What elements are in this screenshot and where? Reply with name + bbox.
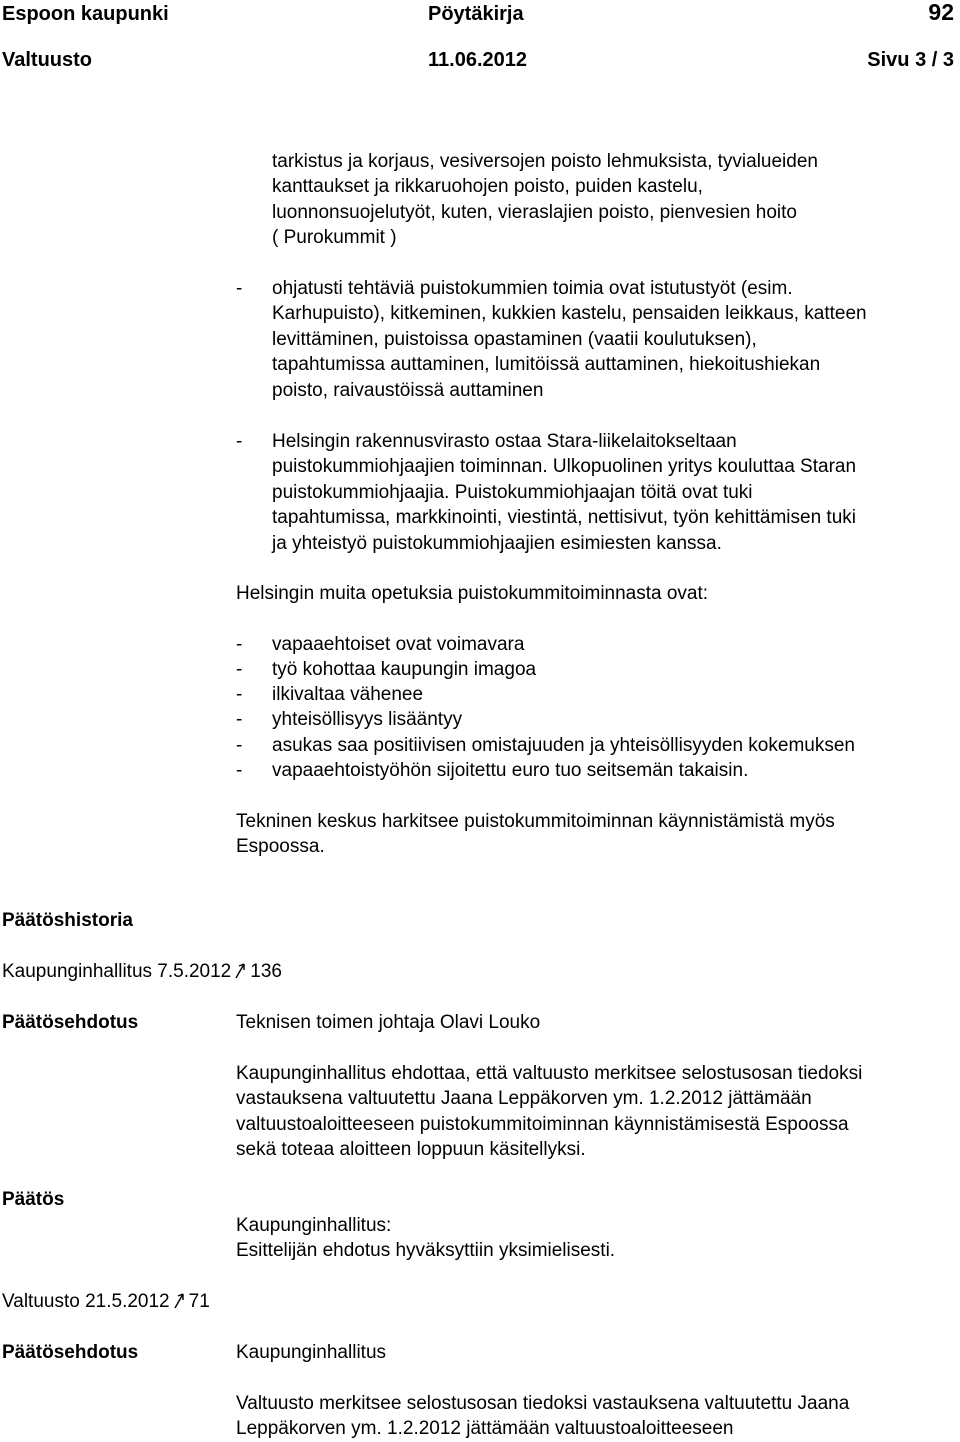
document-type: Pöytäkirja (428, 3, 524, 25)
text-line: Helsingin rakennusvirasto ostaa Stara-liikelaitokseltaan (272, 431, 737, 452)
lesson-item: asukas saa positiivisen omistajuuden ja yhteisöllisyyden kokemuksen (272, 735, 855, 756)
dash-marker: - (236, 659, 243, 680)
vt-reference (2, 1289, 210, 1314)
text-line: puistokummiohjaajia. Puistokummiohjaajan töitä ovat tuki (272, 481, 753, 503)
meeting-date: 11.06.2012 (428, 49, 527, 71)
dash-marker: - (236, 278, 243, 299)
intro-paragraph (272, 149, 818, 251)
kh-reference-number: 136 (250, 961, 282, 982)
text-line: sekä toteaa aloitteen loppuun käsitellyksi. (236, 1139, 586, 1161)
text-line: kanttaukset ja rikkaruohojen poisto, puiden kastelu, (272, 176, 703, 198)
proposal-label: Päätösehdotus (2, 1012, 139, 1033)
text-line: levittäminen, puistoissa opastaminen (vaatii koulutuksen), (272, 328, 757, 350)
text-line: valtuustoaloitteeseen puistokummitoiminnan käynnistämisestä Espoossa (236, 1113, 849, 1135)
proposer: Teknisen toimen johtaja Olavi Louko (236, 1012, 541, 1033)
lesson-item: yhteisöllisyys lisääntyy (272, 709, 463, 730)
dash-item-volunteer-tasks (272, 276, 867, 403)
text-line: Tekninen keskus harkitsee puistokummitoiminnan käynnistämistä myös (236, 811, 835, 832)
dash-marker: - (236, 684, 243, 705)
lesson-item: työ kohottaa kaupungin imagoa (272, 659, 537, 680)
text-line: ( Purokummit ) (272, 227, 397, 249)
decision-history-heading: Päätöshistoria (2, 910, 133, 931)
text-line: Leppäkorven ym. 1.2.2012 jättämään valtuustoaloitteeseen (236, 1418, 734, 1440)
vt-proposer: Kaupunginhallitus (236, 1342, 387, 1363)
link-arrow-icon (235, 962, 246, 979)
proposal-text (236, 1061, 862, 1163)
vt-proposal-label: Päätösehdotus (2, 1342, 139, 1363)
decision-text (236, 1213, 615, 1264)
page-number: 92 (928, 0, 954, 25)
text-line: tapahtumissa, markkinointi, viestintä, nettisivut, työn kehittämisen tuki (272, 507, 856, 529)
text-line: Valtuusto merkitsee selostusosan tiedoksi vastauksena valtuutettu Jaana (236, 1393, 850, 1414)
text-line: Kaupunginhallitus: (236, 1215, 392, 1236)
link-arrow-icon (174, 1292, 185, 1309)
lesson-item: vapaaehtoiset ovat voimavara (272, 634, 525, 655)
text-line: vastauksena valtuutettu Jaana Leppäkorven ym. 1.2.2012 jättämään (236, 1088, 812, 1110)
dash-marker: - (236, 709, 243, 730)
meeting-body: Valtuusto (2, 49, 93, 71)
page-of-label: Sivu 3 / 3 (867, 49, 954, 71)
lessons-intro: Helsingin muita opetuksia puistokummitoiminnasta ovat: (236, 583, 709, 604)
text-line: Espoossa. (236, 836, 325, 858)
dash-marker: - (236, 431, 243, 452)
lesson-item: vapaaehtoistyöhön sijoitettu euro tuo seitsemän takaisin. (272, 760, 749, 781)
kh-reference (2, 959, 282, 984)
dash-marker: - (236, 634, 243, 655)
dash-marker: - (236, 760, 243, 781)
organization-name: Espoon kaupunki (2, 3, 169, 25)
text-line: tarkistus ja korjaus, vesiversojen poisto lehmuksista, tyvialueiden (272, 151, 818, 172)
text-line: Karhupuisto), kitkeminen, kukkien kastelu, pensaiden leikkaus, katteen (272, 303, 867, 325)
text-line: poisto, raivaustöissä auttaminen (272, 379, 544, 401)
vt-reference-text: Valtuusto 21.5.2012 (2, 1291, 170, 1312)
text-line: luonnonsuojelutyöt, kuten, vieraslajien poisto, pienvesien hoito (272, 201, 797, 223)
closing-paragraph (236, 809, 835, 860)
vt-reference-number: 71 (188, 1291, 210, 1312)
text-line: ja yhteistyö puistokummiohjaajien esimiesten kanssa. (272, 532, 722, 554)
text-line: Kaupunginhallitus ehdottaa, että valtuusto merkitsee selostusosan tiedoksi (236, 1063, 863, 1084)
text-line: puistokummiohjaajien toiminnan. Ulkopuolinen yritys kouluttaa Staran (272, 456, 857, 478)
text-line: Esittelijän ehdotus hyväksyttiin yksimielisesti. (236, 1240, 616, 1262)
text-line: tapahtumissa auttaminen, lumitöissä auttaminen, hiekoitushiekan (272, 354, 821, 376)
dash-item-helsinki-stara (272, 429, 856, 556)
kh-reference-text: Kaupunginhallitus 7.5.2012 (2, 961, 232, 982)
text-line: ohjatusti tehtäviä puistokummien toimia ovat istutustyöt (esim. (272, 278, 793, 299)
dash-marker: - (236, 735, 243, 756)
decision-label: Päätös (2, 1189, 65, 1210)
lesson-item: ilkivaltaa vähenee (272, 684, 424, 705)
vt-proposal-text (236, 1391, 849, 1442)
